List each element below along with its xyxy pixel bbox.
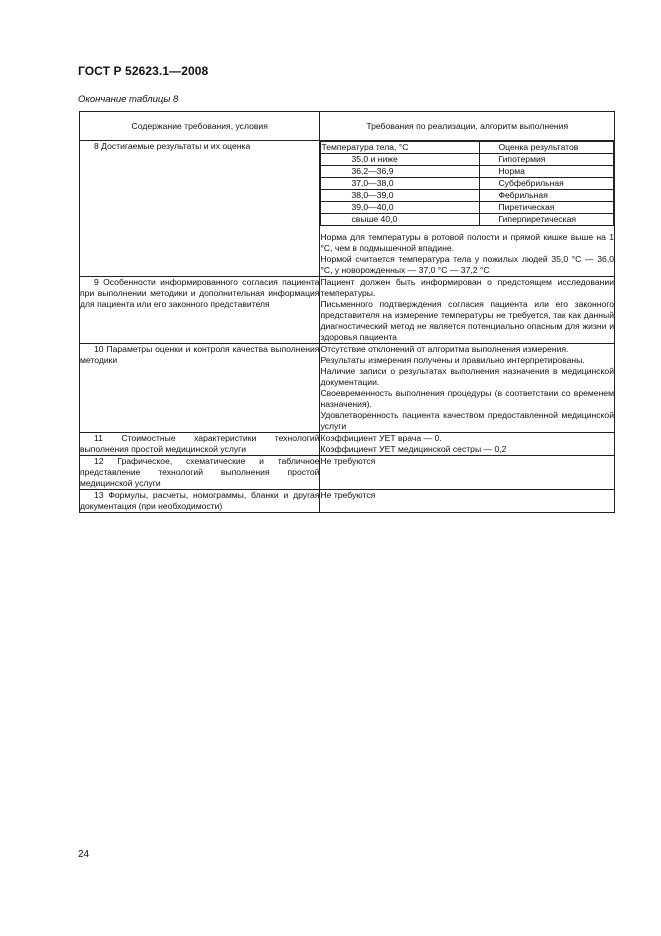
table-caption: Окончание таблицы 8	[78, 94, 179, 105]
row13-left	[80, 490, 320, 513]
row12-label: 12 Графическое, схематические и табличное представление технологий выполнения простой медицинской услуги	[80, 456, 320, 488]
result-value: Норма	[480, 166, 614, 178]
row11-right	[320, 433, 615, 456]
column-header-requirements: Требования по реализации, алгоритм выполнения	[320, 112, 615, 141]
result-value: Пиретическая	[480, 202, 614, 214]
row8-right	[320, 141, 615, 277]
temp-header: Температура тела, °С	[321, 142, 480, 154]
row11-left	[80, 433, 320, 456]
table-row	[80, 456, 615, 490]
row12-right	[320, 456, 615, 490]
table-row	[80, 141, 615, 277]
temperature-table	[320, 141, 614, 226]
temp-value: 39,0—40,0	[321, 202, 480, 214]
row13-label: 13 Формулы, расчеты, номограммы, бланки и другая документация (при необходимости)	[80, 490, 320, 511]
row11-p1: Коэффициент УЕТ врача — 0.	[320, 433, 442, 443]
table-row	[80, 490, 615, 513]
table-header-row	[80, 112, 615, 141]
temp-value: 35,0 и ниже	[321, 154, 480, 166]
row12-p1: Не требуются	[320, 456, 376, 466]
row12-left	[80, 456, 320, 490]
row8-note2: Нормой считается температура тела у пожилых людей 35,0 °С — 36,0 °С, у новорожденных — 37,0 °С — 37,2 °С	[320, 254, 614, 275]
row10-p4: Своевременность выполнения процедуры (в соответствии со временем назначения).	[320, 388, 614, 409]
row8-left	[80, 141, 320, 277]
row9-p1: Пациент должен быть информирован о предстоящем исследовании температуры.	[320, 277, 614, 298]
row13-p1: Не требуются	[320, 490, 376, 500]
result-value: Гипотермия	[480, 154, 614, 166]
standard-header: ГОСТ Р 52623.1—2008	[78, 64, 209, 78]
temp-value: 38,0—39,0	[321, 190, 480, 202]
row11-label: 11 Стоимостные характеристики технологий выполнения простой медицинской услуги	[80, 433, 320, 454]
column-header-conditions: Содержание требования, условия	[80, 112, 320, 141]
row9-right	[320, 277, 615, 344]
row8-label: 8 Достигаемые результаты и их оценка	[94, 141, 251, 151]
result-value: Гиперпиретическая	[480, 214, 614, 226]
row9-label: 9 Особенности информированного согласия пациента при выполнении методики и дополнительная информация для пациента или его законного представителя	[80, 277, 320, 309]
table-row	[80, 433, 615, 456]
row10-right	[320, 344, 615, 433]
temp-value: 36,2—36,9	[321, 166, 480, 178]
result-value: Фебрильная	[480, 190, 614, 202]
row10-label: 10 Параметры оценки и контроля качества выполнения методики	[80, 344, 320, 365]
row9-left	[80, 277, 320, 344]
page-number: 24	[78, 849, 90, 860]
row8-note1: Норма для температуры в ротовой полости и прямой кишке выше на 1 °С, чем в подмышечной впадине.	[320, 232, 614, 253]
result-header: Оценка результатов	[480, 142, 614, 154]
table-row	[80, 277, 615, 344]
temp-value: свыше 40,0	[321, 214, 480, 226]
row13-right	[320, 490, 615, 513]
requirements-table	[79, 111, 615, 513]
row10-p3: Наличие записи о результатах выполнения назначения в медицинской документации.	[320, 366, 614, 387]
table-row	[80, 344, 615, 433]
row10-p1: Отсутствие отклонений от алгоритма выполнения измерения.	[320, 344, 569, 354]
temp-value: 37,0—38,0	[321, 178, 480, 190]
row9-p2: Письменного подтверждения согласия пациента или его законного представителя на измерение температуры не требуется, так как данный диагностический метод не является потенциально опасным для жизни и здоровья пациента	[320, 299, 614, 342]
row10-p2: Результаты измерения получены и правильно интерпретированы.	[320, 355, 585, 365]
row11-p2: Коэффициент УЕТ медицинской сестры — 0,2	[320, 444, 507, 454]
row10-left	[80, 344, 320, 433]
result-value: Субфебрильная	[480, 178, 614, 190]
row10-p5: Удовлетворенность пациента качеством предоставленной медицинской услуги	[320, 410, 614, 431]
